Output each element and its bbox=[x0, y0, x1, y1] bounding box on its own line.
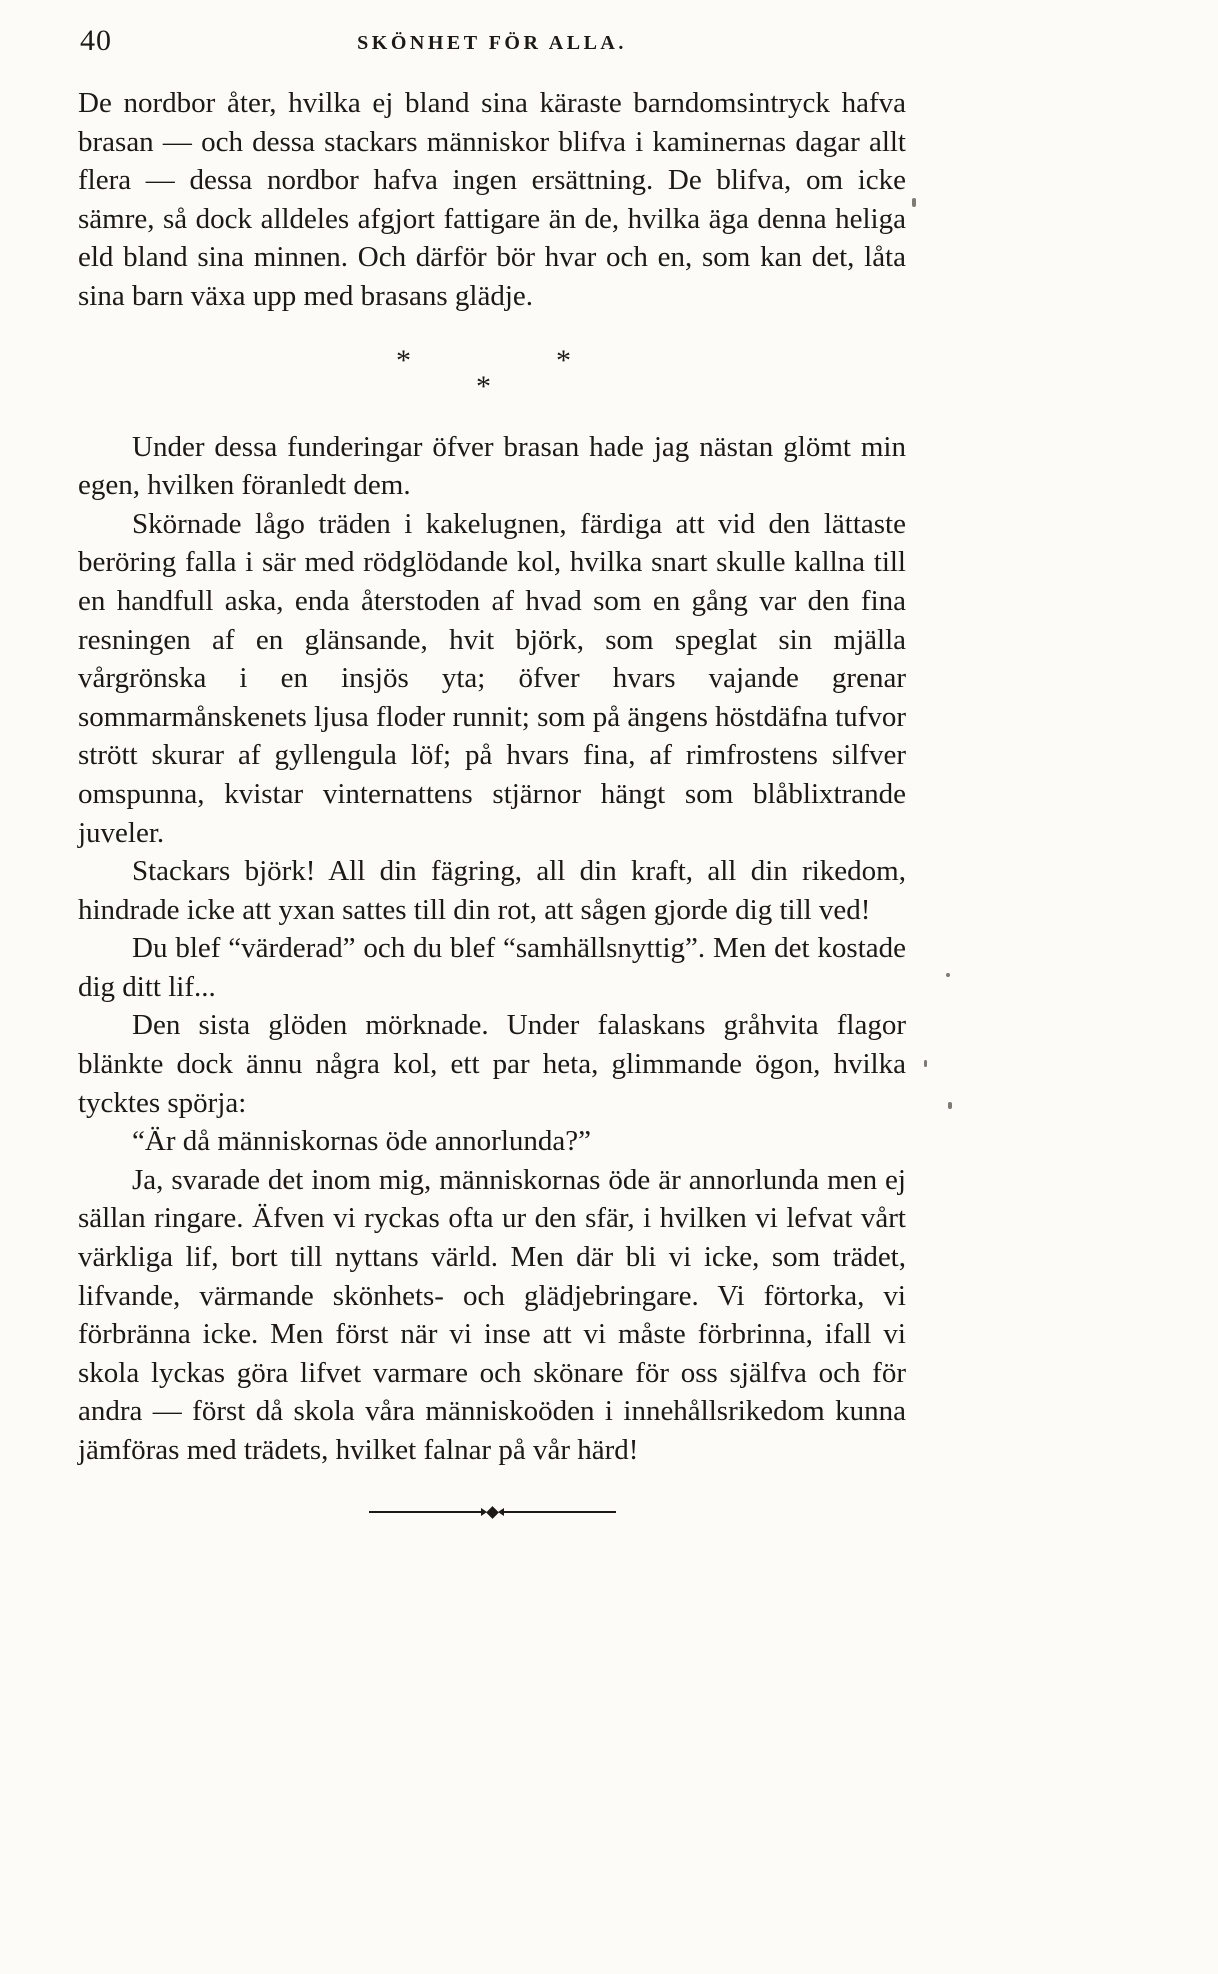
rule-line bbox=[369, 1511, 481, 1513]
asterisk: * bbox=[396, 343, 411, 377]
paragraph: Du blef “värderad” och du blef “samhällsnyttig”. Men det kostade dig ditt lif... bbox=[78, 932, 906, 1003]
text-block bbox=[78, 84, 906, 1517]
scan-speck bbox=[946, 973, 950, 977]
asterism-separator bbox=[78, 344, 906, 406]
asterisk: * bbox=[556, 343, 571, 377]
scan-speck bbox=[948, 1102, 952, 1109]
page-header bbox=[78, 20, 906, 70]
paragraph: Stackars björk! All din fägring, all din kraft, all din rikedom, hindrade icke att yxan sattes till din rot, att sågen gjorde dig till ved! bbox=[78, 855, 906, 926]
running-title: SKÖNHET FÖR ALLA. bbox=[357, 32, 627, 54]
page-number: 40 bbox=[80, 24, 112, 57]
paragraph: De nordbor åter, hvilka ej bland sina käraste barndomsintryck hafva brasan — och dessa stackars människor blifva i kaminernas dagar allt flera — dessa nordbor hafva ingen ersättning. De blifva, om icke sämre, så dock alldeles afgjort fattigare än de, hvilka äga denna heliga eld bland sina minnen. Och därför bör hvar och en, som kan det, låta sina barn växa upp med brasans glädje. bbox=[78, 87, 906, 312]
paragraph: Ja, svarade det inom mig, människornas öde är annorlunda men ej sällan ringare. Äfven vi ryckas ofta ur den sfär, i hvilken vi lefvat vårt värkliga lif, bort till nyttans värld. Men där bli vi icke, som trädet, lifvande, värmande skönhets- och glädjebringare. Vi förtorka, vi förbränna icke. Men först när vi inse att vi måste förbrinna, ifall vi skola lyckas göra lifvet varmare och skönare för oss själfva och för andra — först då skola våra människoöden i innehållsrikedom kunna jämföras med trädets, hvilket falnar på vår härd! bbox=[78, 1163, 906, 1466]
diamond-icon bbox=[486, 1506, 499, 1519]
paragraph: Den sista glöden mörknade. Under falaskans gråhvita flagor blänkte dock ännu några kol, ett par heta, glimmande ögon, hvilka tycktes spörja: bbox=[78, 1009, 906, 1119]
scan-speck bbox=[924, 1060, 927, 1067]
scan-speck bbox=[912, 198, 916, 207]
paragraph: “Är då människornas öde annorlunda?” bbox=[132, 1125, 592, 1158]
rule-line bbox=[504, 1511, 616, 1513]
end-ornament bbox=[78, 1508, 906, 1517]
paragraph: Under dessa funderingar öfver brasan hade jag nästan glömt min egen, hvilken föranledt dem. bbox=[78, 430, 906, 502]
paragraph: Skörnade lågo träden i kakelugnen, färdiga att vid den lättaste beröring falla i sär med rödglödande kol, hvilka snart skulle kallna till en handfull aska, enda återstoden af hvad som en gång var den fina resningen af en glänsande, hvit björk, som speglat sin mjälla vårgrönska i en insjös yta; öfver hvars vajande grenar sommarmånskenets ljusa floder runnit; som på ängens höstdäfna tufvor strött skurar af gyllengula löf; på hvars fina, af rimfrostens silfver omspunna, kvistar vinternattens stjärnor hängt som blåblixtrande juveler. bbox=[78, 507, 906, 849]
asterisk: * bbox=[476, 369, 491, 403]
